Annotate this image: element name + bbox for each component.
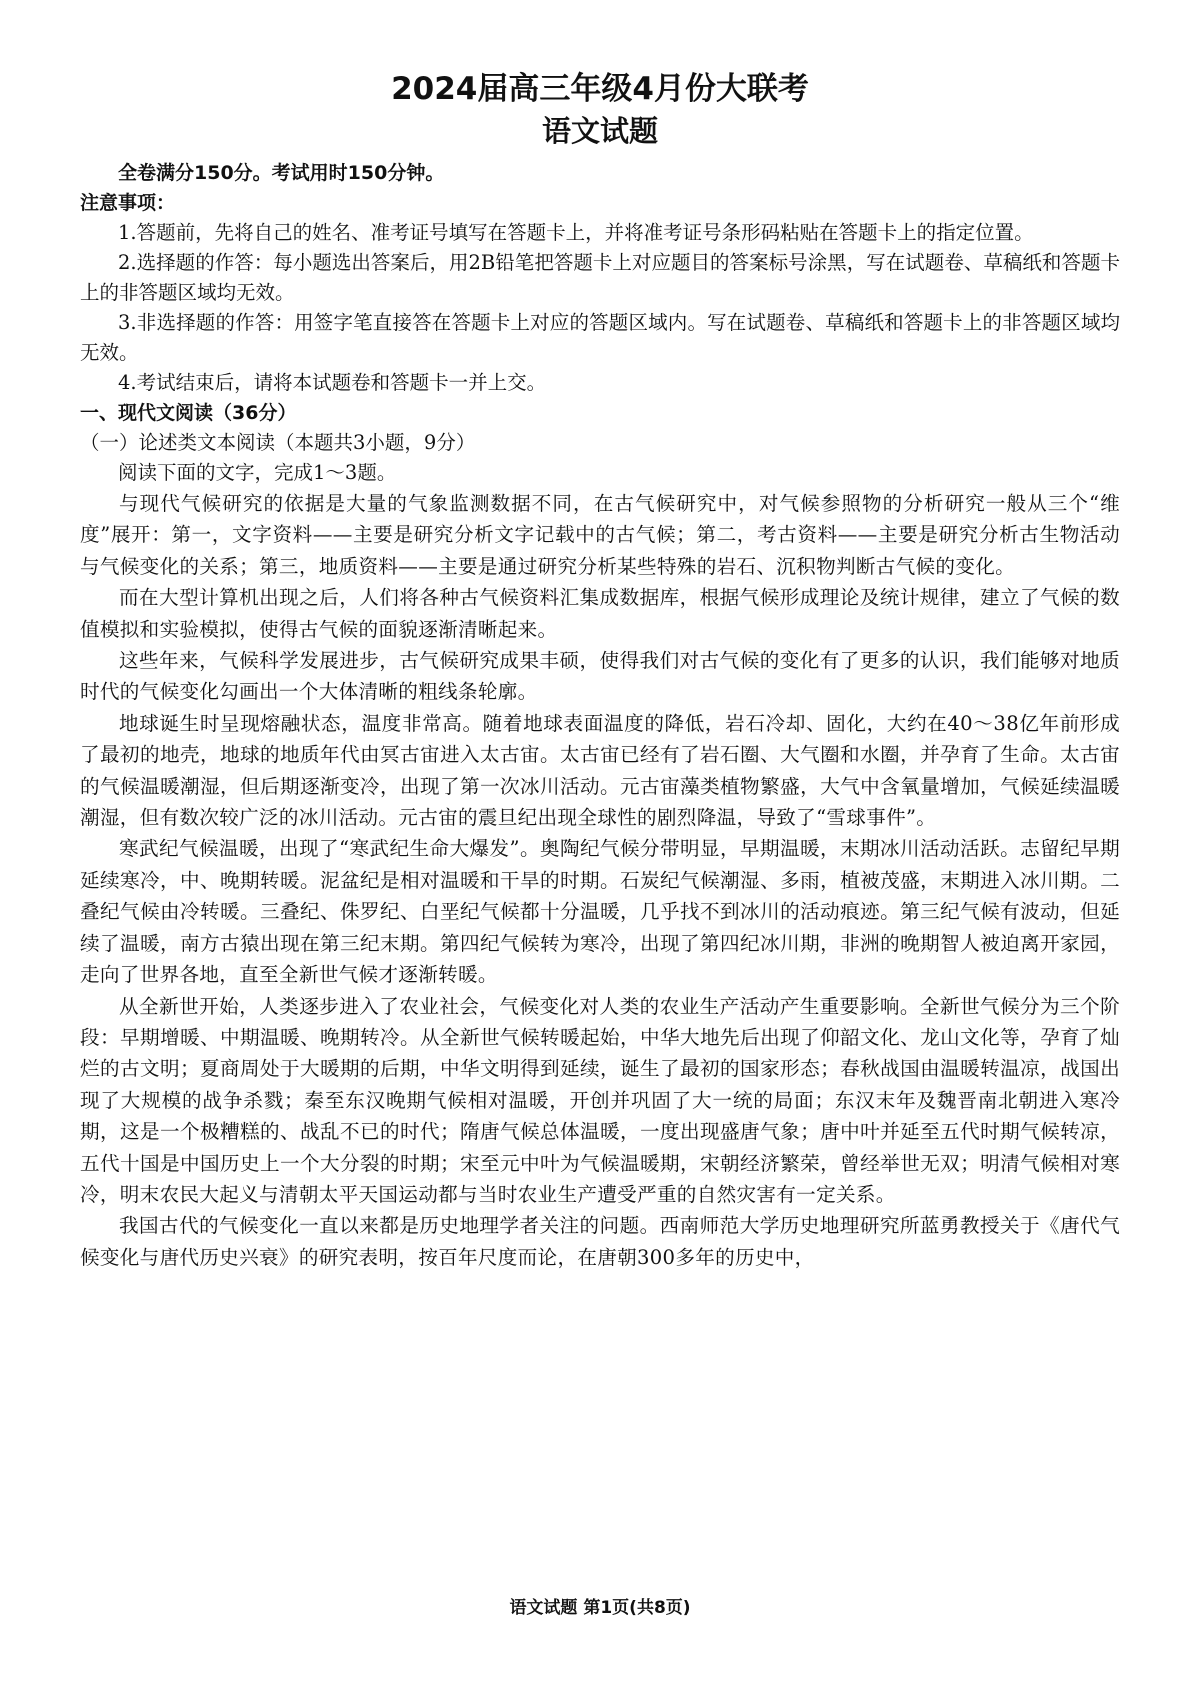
passage-paragraph-5: 寒武纪气候温暖，出现了“寒武纪生命大爆发”。奥陶纪气候分带明显，早期温暖，末期冰川活动活跃。志留纪早期延续寒冷，中、晚期转暖。泥盆纪是相对温暖和干旱的时期。石炭纪气候潮湿、多雨，植被茂盛，末期进入冰川期。二叠纪气候由冷转暖。三叠纪、侏罗纪、白垩纪气候都十分温暖，几乎找不到冰川的活动痕迹。第三纪气候有波动，但延续了温暖，南方古猿出现在第三纪末期。第四纪气候转为寒冷，出现了第四纪冰川期，非洲的晚期智人被迫离开家园，走向了世界各地，直至全新世气候才逐渐转暖。 (80, 837, 1120, 987)
passage-paragraph-2: 而在大型计算机出现之后，人们将各种古气候资料汇集成数据库，根据气候形成理论及统计规律，建立了气候的数值模拟和实验模拟，使得古气候的面貌逐渐清晰起来。 (80, 586, 1120, 641)
notice-item-1: 1.答题前，先将自己的姓名、准考证号填写在答题卡上，并将准考证号条形码粘贴在答题卡上的指定位置。 (118, 221, 1034, 244)
notice-item-3: 3.非选择题的作答：用签字笔直接答在答题卡上对应的答题区域内。写在试题卷、草稿纸和答题卡上的非答题区域均无效。 (80, 311, 1120, 364)
passage-paragraph-1: 与现代气候研究的依据是大量的气象监测数据不同，在古气候研究中，对气候参照物的分析研究一般从三个“维度”展开：第一，文字资料——主要是研究分析文字记载中的古气候；第二，考古资料——主要是研究分析古生物活动与气候变化的关系；第三，地质资料——主要是通过研究分析某些特殊的岩石、沉积物判断古气候的变化。 (80, 492, 1120, 578)
notice-item-2: 2.选择题的作答：每小题选出答案后，用2B铅笔把答题卡上对应题目的答案标号涂黑，写在试题卷、草稿纸和答题卡上的非答题区域均无效。 (80, 251, 1120, 304)
exam-page (80, 68, 1120, 1273)
exam-title: 2024届高三年级4月份大联考 (391, 71, 809, 107)
passage-paragraph-3: 这些年来，气候科学发展进步，古气候研究成果丰硕，使得我们对古气候的变化有了更多的认识，我们能够对地质时代的气候变化勾画出一个大体清晰的粗线条轮廓。 (80, 649, 1120, 704)
reading-instruction: 阅读下面的文字，完成1～3题。 (118, 461, 397, 484)
exam-subtitle: 语文试题 (541, 114, 658, 148)
section-heading: 一、现代文阅读（36分） (80, 402, 297, 424)
notice-item-4: 4.考试结束后，请将本试题卷和答题卡一并上交。 (118, 371, 547, 394)
section-subheading: （一）论述类文本阅读（本题共3小题，9分） (80, 431, 476, 454)
passage-paragraph-7: 我国古代的气候变化一直以来都是历史地理学者关注的问题。西南师范大学历史地理研究所蓝勇教授关于《唐代气候变化与唐代历史兴衰》的研究表明，按百年尺度而论，在唐朝300多年的历史中， (80, 1214, 1120, 1269)
notice-heading: 注意事项： (80, 192, 176, 214)
passage-paragraph-4: 地球诞生时呈现熔融状态，温度非常高。随着地球表面温度的降低，岩石冷却、固化，大约在40～38亿年前形成了最初的地壳，地球的地质年代由冥古宙进入太古宙。太古宙已经有了岩石圈、大气圈和水圈，并孕育了生命。太古宙的气候温暖潮湿，但后期逐渐变冷，出现了第一次冰川活动。元古宙藻类植物繁盛，大气中含氧量增加，气候延续温暖潮湿，但有数次较广泛的冰川活动。元古宙的震旦纪出现全球性的剧烈降温，导致了“雪球事件”。 (80, 711, 1120, 830)
passage-paragraph-6: 从全新世开始，人类逐步进入了农业社会，气候变化对人类的农业生产活动产生重要影响。全新世气候分为三个阶段：早期增暖、中期温暖、晚期转冷。从全新世气候转暖起始，中华大地先后出现了仰韶文化、龙山文化等，孕育了灿烂的古文明；夏商周处于大暖期的后期，中华文明得到延续，诞生了最初的国家形态；春秋战国由温暖转温凉，战国出现了大规模的战争杀戮；秦至东汉晚期气候相对温暖，开创并巩固了大一统的局面；东汉末年及魏晋南北朝进入寒冷期，这是一个极糟糕的、战乱不已的时代；隋唐气候总体温暖，一度出现盛唐气象；唐中叶并延至五代时期气候转凉，五代十国是中国历史上一个大分裂的时期；宋至元中叶为气候温暖期，宋朝经济繁荣，曾经举世无双；明清气候相对寒冷，明末农民大起义与清朝太平天国运动都与当时农业生产遭受严重的自然灾害有一定关系。 (80, 994, 1120, 1206)
page-footer: 语文试题 第1页(共8页) (509, 1598, 691, 1618)
exam-info: 全卷满分150分。考试用时150分钟。 (118, 162, 445, 184)
